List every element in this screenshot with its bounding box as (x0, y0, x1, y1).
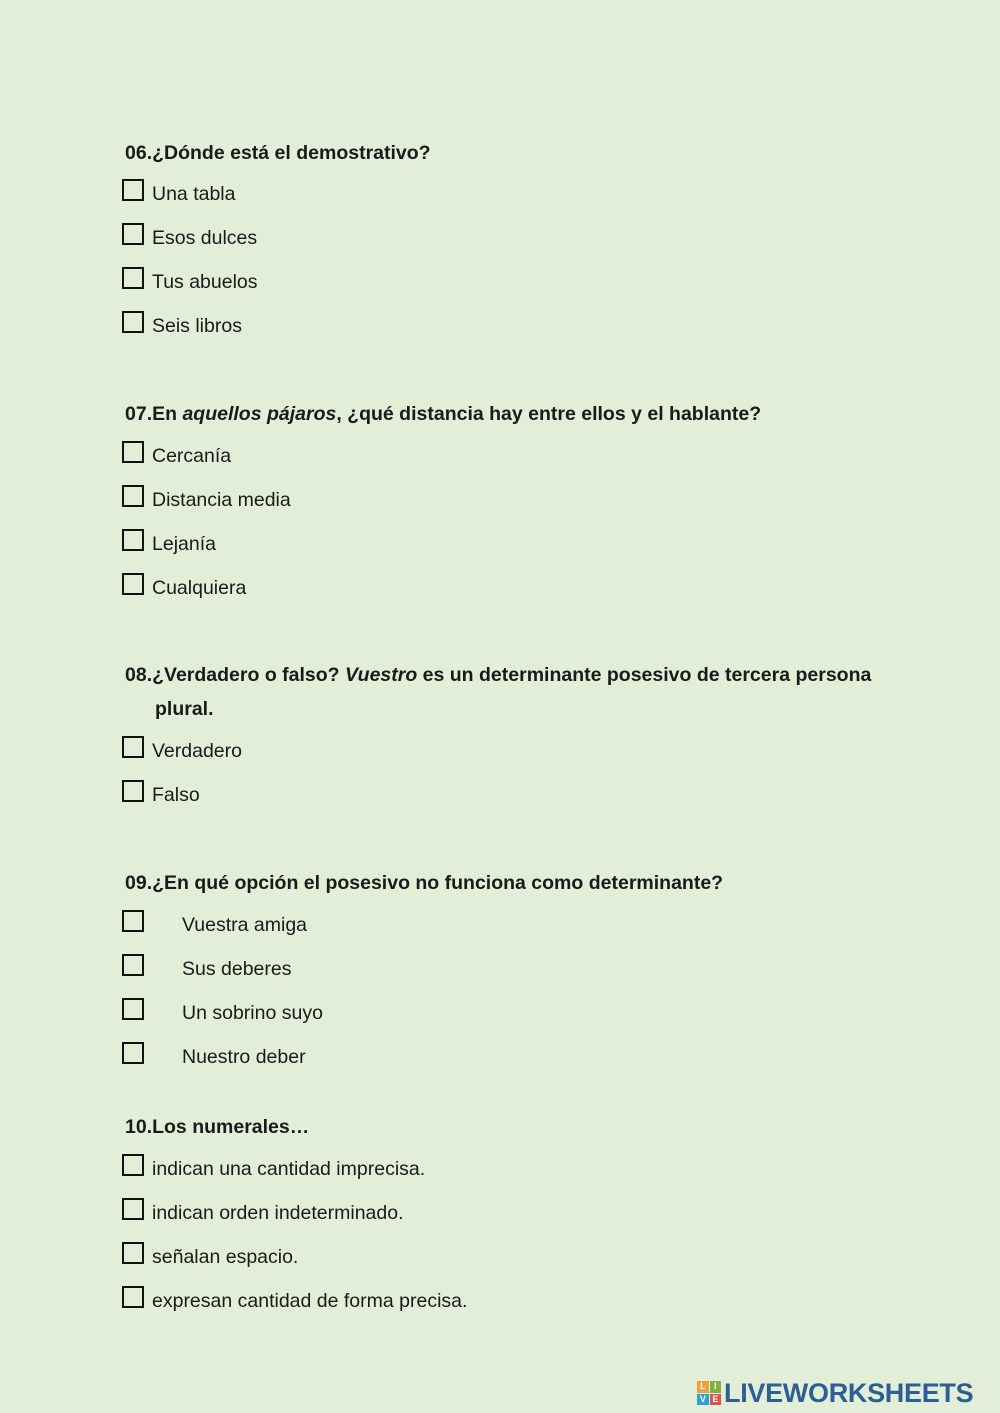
option-row[interactable] (122, 1001, 323, 1025)
option-label: Falso (152, 784, 200, 806)
question-number: 07. (125, 403, 153, 425)
option-row[interactable] (122, 270, 258, 294)
checkbox[interactable] (122, 954, 144, 976)
question-prompt-start: ¿Verdadero o falso? (152, 664, 345, 686)
checkbox[interactable] (122, 179, 144, 201)
checkbox[interactable] (122, 1242, 144, 1264)
option-row[interactable] (122, 957, 292, 981)
question-number: 06. (125, 142, 153, 164)
question-prompt: ¿Dónde está el demostrativo? (152, 142, 431, 164)
option-label: Distancia media (152, 489, 291, 511)
option-label: señalan espacio. (152, 1246, 299, 1268)
question-07-text (125, 397, 761, 431)
option-label: Vuestra amiga (182, 914, 308, 936)
option-row[interactable] (122, 1245, 298, 1269)
question-prompt-italic: Vuestro (345, 664, 418, 686)
option-row[interactable] (122, 913, 307, 937)
option-label: Lejanía (152, 533, 216, 555)
option-row[interactable] (122, 783, 200, 807)
question-prompt-end: , ¿qué distancia hay entre ellos y el hablante? (336, 403, 762, 425)
checkbox[interactable] (122, 736, 144, 758)
option-row[interactable] (122, 739, 242, 763)
option-row[interactable] (122, 314, 242, 338)
option-row[interactable] (122, 1045, 306, 1069)
option-label: indican orden indeterminado. (152, 1202, 404, 1224)
question-10-text (125, 1110, 309, 1144)
checkbox[interactable] (122, 1042, 144, 1064)
checkbox[interactable] (122, 267, 144, 289)
question-prompt: Los numerales… (152, 1116, 310, 1138)
option-row[interactable] (122, 1289, 467, 1313)
option-row[interactable] (122, 576, 246, 600)
logo-mark-letter: I (710, 1381, 722, 1393)
question-06-text (125, 136, 431, 170)
option-label: Tus abuelos (152, 271, 258, 293)
logo-mark-letter: L (697, 1381, 709, 1393)
option-label: Cercanía (152, 445, 232, 467)
question-08-text (125, 658, 871, 726)
option-label: Cualquiera (152, 577, 247, 599)
option-label: Esos dulces (152, 227, 258, 249)
option-label: Una tabla (152, 183, 236, 205)
checkbox[interactable] (122, 573, 144, 595)
option-label: Nuestro deber (182, 1046, 306, 1068)
question-number: 09. (125, 872, 153, 894)
checkbox[interactable] (122, 529, 144, 551)
question-prompt-end: es un determinante posesivo de tercera persona (417, 664, 872, 686)
question-prompt-start: En (152, 403, 183, 425)
question-prompt: ¿En qué opción el posesivo no funciona como determinante? (152, 872, 724, 894)
liveworksheets-logo[interactable] (697, 1378, 973, 1408)
option-label: Seis libros (152, 315, 242, 337)
checkbox[interactable] (122, 910, 144, 932)
option-row[interactable] (122, 532, 216, 556)
question-prompt-continuation: plural. (155, 698, 214, 720)
option-row[interactable] (122, 226, 257, 250)
checkbox[interactable] (122, 780, 144, 802)
checkbox[interactable] (122, 441, 144, 463)
question-09-text (125, 866, 723, 900)
logo-mark-letter: E (710, 1394, 722, 1406)
option-label: Un sobrino suyo (182, 1002, 323, 1024)
option-label: Verdadero (152, 740, 242, 762)
logo-mark-icon (697, 1381, 721, 1405)
checkbox[interactable] (122, 485, 144, 507)
logo-mark-letter: V (697, 1394, 709, 1406)
option-row[interactable] (122, 182, 235, 206)
logo-text: LIVEWORKSHEETS (724, 1377, 974, 1408)
checkbox[interactable] (122, 998, 144, 1020)
checkbox[interactable] (122, 1154, 144, 1176)
option-row[interactable] (122, 488, 291, 512)
option-label: Sus deberes (182, 958, 292, 980)
checkbox[interactable] (122, 1286, 144, 1308)
option-label: expresan cantidad de forma precisa. (152, 1290, 468, 1312)
checkbox[interactable] (122, 311, 144, 333)
option-label: indican una cantidad imprecisa. (152, 1158, 426, 1180)
option-row[interactable] (122, 1201, 404, 1225)
question-prompt-italic: aquellos pájaros (182, 403, 337, 425)
checkbox[interactable] (122, 223, 144, 245)
checkbox[interactable] (122, 1198, 144, 1220)
option-row[interactable] (122, 444, 231, 468)
question-number: 10. (125, 1116, 153, 1138)
question-number: 08. (125, 664, 153, 686)
option-row[interactable] (122, 1157, 425, 1181)
